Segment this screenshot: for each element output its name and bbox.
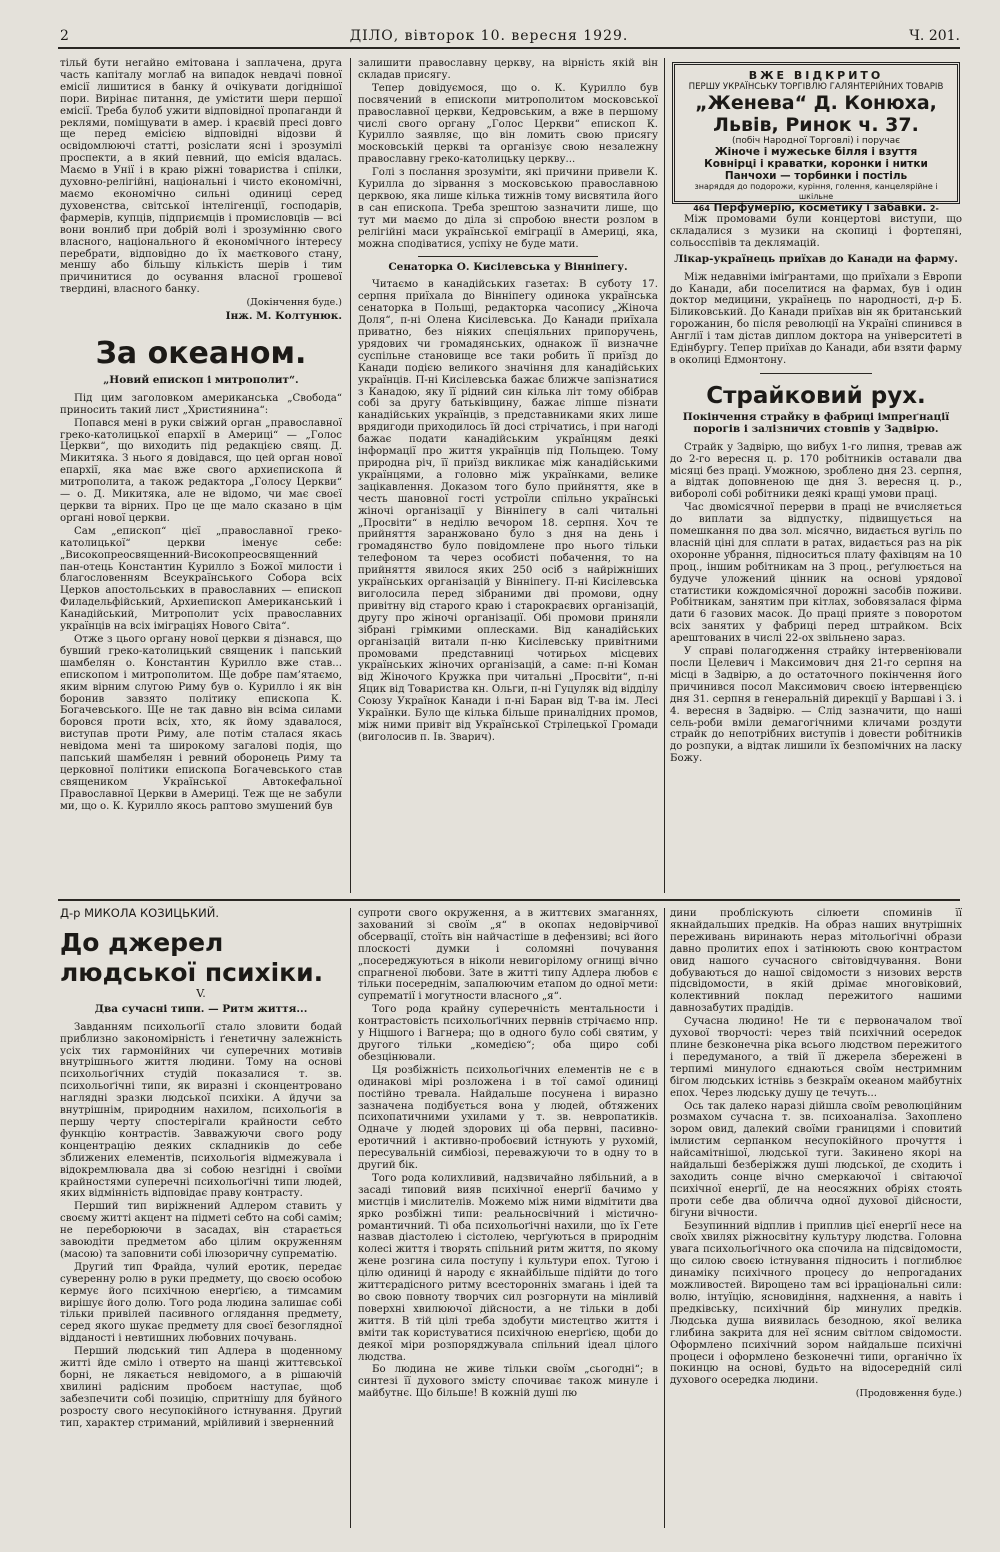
column-2 [358, 58, 658, 893]
ad-line: знаряддя до подорожи, куріння, голення, канцелярійне і шкільне [694, 182, 938, 201]
article-continuation: тільй бути негайно емітована і заплачена, друга часть капіталу моглаб на випадок невдачі повної емісії лишитися в банку й очікувати догіднішої пори. Вирінає питання, де умістити шери першої емісії. Треба булоб ужити відповідної пропаганди й реклями, поміщувати в амер. і краєвій пресі довго ще перед емісією відповідні відозви й освідомлюючі статті, розіслати ясні і зрозумілі проспекти, а в який певний, що емісія вдалась. Маємо в Унії і в краю ріжні товариства і спілки, духовно-релігійні, національні і чисто економічні, маємо економічно сильні одиниці серед духовенства, світської інтелігенції, господарів, фармерів, купців, підприємців і промисловців — всі вони вонлиб при добрій волі і зрозумінню свого власного, національного й економічного інтересу перебрати, відповідно до їх маєткового стану, меншу або більшу кількість шерів і тим причинитися до осування власної грошевої твердині, власного банку. [60, 58, 342, 296]
paragraph: Перший тип виріжнений Адлером ставить у своєму житті акцент на підметі себто на собі самім; не переборюючи в засадах, він старається завоюдіти предметом або цілим окруженням (масою) та заповнити собі ілюзоричну супрематію. [60, 1201, 342, 1260]
ad-line: Панчохи — торбинки і постіль [724, 170, 908, 182]
paragraph: Безупинний відплив і приплив цієї енерґії несе на своїх хвилях ріжносвітну культуру людства. Головна увага психольоґічного ока спочила на підсвідомости, що силою своєю істнування підносить і поглиблює динаміку психічного процесу до непрогаданих можливостей. Вирощено там всі ірраціональні сили: волю, інтуїцію, ясновидіння, надхнення, а навіть і предківську, психічний бір минулих предків. Людська душа виявилась безодною, якої велика глибина закрита для неї ясним світлом свідомости. Оформлено психічний зором найдальше психічні процеси і оформлено безконечні типи, органічно їх покинцю на основі, будьто на відосередній силі духового осередка людини. [670, 1220, 962, 1387]
page-number: 2 [60, 28, 69, 44]
paragraph: Під цим заголовком американська „Свобода“ приносить такий лист „Християнина“: [60, 392, 342, 416]
author-signature: Інж. М. Колтунюк. [225, 310, 342, 323]
advertisement-box [672, 62, 960, 214]
feuilleton-part: V. [196, 986, 206, 1000]
column-3 [670, 214, 962, 894]
ad-goods: Перфумерію, косметику і забавки. [713, 202, 927, 214]
feuilleton-column-3 [670, 908, 962, 1528]
paragraph: Того рода колихливий, надзвичайно лябільний, а в засаді типовий вияв психічної енерґії бачимо у мистців і мислителів. Можемо між ними відмітити два ярко розбіжні типи: реальносвічний і містично-романтичний. Ті оба психольоґічні нахили, що їх Гете назвав діастолею і сістолею, черґуються в природнім колесі життя і творять спільний ритм життя, по якому жене розгина сила поступу і культури епох. Тугою і цілю одиниці й народу є якнайбільше підійти до того життєрадісного ритму всесторонніх змагань і ідей та во свою повноту творчих сил розгорнути на мінливій поверхні хвилюючої дійсности, а не тільки в добі життя. В тій цілі треба здобути мистецтво життя і вміти так користуватися психічною енерґією, щоби до деякої міри розпоряджувала спільний ідеал цілого людства. [358, 1172, 658, 1363]
paragraph: Між недавніми іміґрантами, що приїхали з Европи до Канади, аби поселитися на фармах, був і один доктор медицини, українець по народності, д-р Б. Біликовський. До Канади приїхав він як британський горожанин, бо після революції на Україні спинився в Англії і там дістав диплом доктора на університеті в Едінбургу. Тепер приїхав до Канади, аби взяти фарму в околиці Едмонтону. [670, 271, 962, 366]
paragraph: Завданням психольоґії стало зловити бодай приблизно закономірність і ґенетичну залежність усіх тих гармонійних чи суперечних мотивів внутрішнього життя людини. Тому на основі психольоґічних студій показалися т. зв. психольоґічні типи, як виразні і сконцентровано наглядні зразки людської психіки. А йдучи за внутрішнім, природним нахилом, психольоґія в першу черту спостерігали крайности себто функцію контрастів. Завважуючи свого роду концентрацію деяких складників до себе зближених елементів, психольоґія відмежувала і відокремлювала два зі собою незгідні і своїми крайностями суперечні психольоґічні типи людей, яких відмінність відповідає праву контрасту. [60, 1021, 342, 1200]
column-1 [60, 58, 342, 893]
section-subtitle-strike: Покінчення страйку в фабриці імпреґнації порогів і залізничих стовпів у Задвірю. [682, 410, 950, 435]
paragraph: Страйк у Задвірю, що вибух 1-го липня, тревав аж до 2-го вересня ц. р. 170 робітників оставали два місяці без праці. Уможною, зроблено дня 23. серпня, а відтак доповненою ще дня 3. вересня ц. р., виборолі собі робітники деякі кращі умови праці. [670, 441, 962, 501]
paragraph: Тепер довідуємося, що о. К. Курилло був посвячений в епископи митрополитом московської православної церкви, Кедровським, а вже в першому числі свого органу „Голос Церкви“ епископ К. Курилло заявляє, що він ломить свою присягу московській церкві та організує свою незалежну православну греко-католицьку церкву... [358, 82, 658, 166]
paragraph: супроти свого окруження, а в життєвих змаганнях, захований зі своїм „я“ в окопах недовірчивої обсервації, стоїть він найчастіше в дефензиві; всі його плоскості думки і соломяні почування „посереджуються в ніколи невигорілому огнищі вічно спрагненої любови. Зате в житті типу Адлера любов є тільки посереднім, запалюючим етапом до одної мети: супрематії і могутности власного „я“. [358, 908, 658, 1003]
column-divider [350, 58, 351, 893]
paragraph: Читаємо в канадійських газетах: В суботу 17. серпня приїхала до Вінніпегу одинока українська сенаторка в Польщі, редакторка часопису „Жіноча Доля“, п-ні Олена Кисілевська. До Канади приїхала приватно, без ніяких спеціяльних припоручень, урядових чи громадянських, однакож її визначне суспільне становище все таки робить її приїзд до Канади подією великого значіння для канадійських українців. П-ні Кисілевська бажає ближче запізнатися з Канадою, яку її рідний син кілька літ тому обібрав собі за другу батьківщину, бажає ліпше пізнати канадійських українців, з представниками яких лише врядигоди приходилось їй досі стрічатись, і при нагоді бажає подати канадійським українцям деякі інформації про життя українців під Польщею. Тому природна річ, її приїзд викликає між канадійськими українцями, а головно між українками, велике зацікавлення. Доказом того було прийняття, яке в честь шановної гості устроїли спільно українські жіночі організації у Вінніпегу в салі читальні „Просвіти“ в неділю вечором 18. серпня. Хоч те прийняття заранжовано було з дня на день і громадянство було повідомлене про нього тільки телефоном та через особисті побачення, то на прийняття явилося яких 250 осіб з найріжніших українських організацій у Вінніпегу. П-ні Кисілевська виголосила перед зібраними дві промови, одну привітну від старого краю і старокраєвих організацій, другу про жіночі організації. Обі промови приняли зібрані грімкими оплесками. Від канадійських організацій витали п-ню Кисілевську привітними промовами представниці чотирьох місцевих українських жіночих організацій, а саме: п-ні Коман від Жіночого Кружка при читальні „Просвіти“, п-ні Яцик від Товариства кн. Ольги, п-ні Гуцуляк від відділу Союзу Українок Канади і п-ні Баран від Т-ва ім. Лесі Українки. Було ще кілька більше приналідних промов, між ними привіт від Української Стрілецької Громади (виголосив п. Ів. Зварич). [358, 279, 658, 743]
paragraph: Другий тип Фрайда, чулий еротик, передає суверенну ролю в руки предмету, що своєю особою кермує його психічною енерґією, а тимсамим вирішує його долю. Того рода людина залишає собі тільки привілей пасивного оглядання предмету, серед якого шукає предмету для своєї безоглядної відданості і невтишних любовних почувань. [60, 1261, 342, 1345]
feuilleton-title: До джерел людської психіки. [60, 927, 324, 987]
masthead: ДІЛО, вівторок 10. вересня 1929. [349, 28, 629, 44]
column-divider [350, 908, 351, 1528]
ad-line: Жіноче і мужеське білля і взуття [714, 146, 918, 158]
article-separator [418, 256, 598, 257]
feuilleton-rule [58, 899, 960, 901]
ad-run: 2- [929, 204, 939, 213]
column-divider [664, 908, 665, 1528]
ad-line: ПЕРШУ УКРАЇНСЬКУ ТОРГІВЛЮ ГАЛЯНТЕРІЙНИХ ТОВАРІВ [688, 82, 944, 92]
ad-line: (побіч Народної Торговлі) і поручає [731, 136, 901, 146]
paragraph: Того рода крайну суперечність ментальности і контрастовість психольоґічних первнів стрічаємо нпр. у Ніцшого і Вагнера; що в одного було собі святим, у другого тільки „комедією“; оба щиро собі обезцінювали. [358, 1004, 658, 1063]
continued-note: (Докінчення буде.) [246, 297, 342, 309]
feuilleton-author: Д-р МИКОЛА КОЗИЦЬКИЙ. [60, 906, 220, 920]
paragraph: Ця розбіжність психольоґічних елементів не є в одинакові мірі розложена і в тої самої одиниці постійно тревала. Найдальше посунена і виразно зазначена подібується вона у людей, обтяжених психопатичними ухилами у т. зв. невропатиків. Одначе у людей здорових ці оба первні, пасивно-еротичний і активно-пробоєвий істнують у рухомій, пересувальній симбіозі, переважуючи то в одну то в другий бік. [358, 1064, 658, 1172]
paragraph: Отже з цього органу нової церкви я дізнався, що бувший греко-католицький священик і папський шамбелян о. Константин Курилло вже став... епископом і митрополитом. Ще добре пам’ятаємо, яким вірним слугою Риму був о. Курилло і як він боронив завзято політику епископа К. Богачевського. Ще не так давно він всіма силами боровся проти всіх, хто, як йому здавалося, виступав проти Риму, але потім сталася якась невідома мені та широкому загалові подія, що папський шамбелян і ревний оборонець Риму та церковної політики епископа Богачевського став священиком Української Автокефальної Православної Церкви в Америці. Теж ще не забули ми, що о. К. Курилло якось раптово змушений був [60, 633, 342, 812]
feuilleton-subtitle: Два сучасні типи. — Ритм життя... [94, 1002, 308, 1015]
article-separator [760, 373, 872, 374]
continued-note: (Продовження буде.) [855, 1388, 962, 1400]
article-title-bishop: „Новий епископ і митрополит“. [103, 373, 299, 386]
paragraph: Сучасна людино! Не ти є первоначалом твої духової творчості: через твій психічний осередок плине безконечна ріка всього людством пережитого і передуманого, а твій її джерела збережені в терпимі минулого єднаються своїм нестримним бігом людських істнівь з безкраїм океаном майбутніх епох. Через людську душу це течуть... [670, 1016, 962, 1099]
paragraph: Ось так далеко наразі дійшла своїм революційним розмахом сучасна т. зв. психоаналіза. Захоплено зором овид, далекий своїми границями і сповитий імлистим серпанком несупокійного прочуття і найсамітнішої, людської туги. Закинено якорі на найдальші безберіжжя душі людської, де сходить і заходить сонце вічно смеркаючої і світаючої психічної енерґії, де на неосяжних обріях стоять проти себе два обличча одної духової дійсности, бігуни вічности. [670, 1100, 962, 1219]
paragraph: дини пробліскують сілюети споминів її якнайдальших предків. На образ наших внутрішніх переживань виринають нераз мітольоґічні образи давно пролитих епох і затінюють свою контрастом овид нашого сучасного світовідчування. Вони добуваються до нашої свідомости з низових верств підсвідомости, в якій дрімає многовіковий, колективний поклад пережитого нашими давнозабутих прадідів. [670, 908, 962, 1015]
paragraph: Голі з послання зрозуміти, які причини привели К. Курилла до зірвання з московською православною церквою, яка лише кілька тижнів тому висвятила його в сан епископа. Треба зрештою зазначити лише, що тут ми маємо до діла зі спробою внести розлом в релігійні маси української еміграції в Америці, яка, можна сподіватися, успіху не буде мати. [358, 167, 658, 250]
issue-number: Ч. 201. [909, 28, 960, 44]
news-title-doctor: Лікар-українець приїхав до Канади на фарму. [674, 252, 958, 265]
article-title-senator: Сенаторка О. Кисілевська у Вінніпегу. [388, 260, 628, 273]
paragraph: Попався мені в руки свіжий орган „православної греко-католицької епархії в Америці“ — „Голос Церкви“, що виходить під редакцією свящ. Д. Микитяка. З нього я довідався, що цей орган нової епархії, яка має вже свого архиєпископа й митрополита, а також редактора „Голосу Церкви“ — о. Д. Микитяка, але не відомо, чи має своєї церкви та вірних. Про це ще мало сказано в цім органі нової церкви. [60, 417, 342, 524]
ad-shop-name: „Женева“ Д. Конюха, Львів, Ринок ч. 37. [695, 92, 937, 136]
paragraph: Бо людина не живе тільки своїм „сьогодні“; в синтезі її духового змісту спочиває також минуле і майбутнє. Що більше! В кожній душі лю [358, 1364, 658, 1400]
paragraph: Між промовами були концертові виступи, що складалися з музики на скопиці і фортепяні, сольосспівів та деклямацій. [670, 214, 962, 249]
page-header [60, 26, 960, 46]
ad-number: 464 [693, 204, 710, 213]
section-title-ocean: За океаном. [95, 335, 307, 371]
paragraph: Сам „епископ“ цієї „православної греко-католицької“ церкви іменує себе: „Високопреосвященний-Високопреосвященний пан-отець Константин Курилло з Божої милости і благословенням Всеукраїнського Собора всіх Церков апостольських в православних — епископ Филадельфійський, Архиепископ Американський і Канадійський, Митрополит усіх православних українців на всіх іміграціях Нового Світа“. [60, 525, 342, 633]
feuilleton-column-1 [60, 908, 342, 1528]
column-divider [664, 58, 665, 893]
paragraph: Перший людський тип Адлера в щоденному житті йде сміло і отверто на шанці життєвської борні, не лякається невідомого, а в рішаючій хвилині радісним пробоєм наступає, щоб забезпечити собі позицію, спритнішу для буйного розросту свого несупокійного істнування. Другий тип, характер стриманий, мрійливий і зверненний [60, 1346, 342, 1429]
paragraph: Час двомісячної перерви в праці не вчисляється до виплати за відпустку, підвищується на помешкання по два зол. місячно, видається вугіль по власній ціні для сплати в ратах, видається раз на рік охоронне убрання, підноситься плату фахівцям на 10 проц., іншим робітникам на 3 проц., реґулюється на будуче уложений цінник на основі урядової статистики кождомісячної дорожні засобів поживи. Робітникам, занятим при кітлах, зобовязалася фірма дати 6 газових масок. До праці прияте з поворотом всіх занятих у фабриці перед штрайком. Всіх арештованих в числі 22-ох звільнено зараз. [670, 502, 962, 645]
ad-line [681, 202, 951, 214]
paragraph: залишити православну церкву, на вірність якій він складав присягу. [358, 58, 658, 81]
ad-line: ВЖЕ ВІДКРИТО [748, 69, 884, 82]
header-rule [58, 47, 960, 49]
ad-line: Ковнірці і краватки, коронки і нитки [704, 158, 928, 170]
feuilleton-column-2 [358, 908, 658, 1528]
section-title-strike: Страйковий рух. [706, 382, 926, 409]
paragraph: У справі полагодження страйку інтервеніювали посли Целевич і Максимович дня 21-го серпня на місці в Задвірю, а до остаточного покінчення його причинився посол Максимович своєю інтервенцією дня 31. серпня в генеральній дирекції у Варшаві і 3. і 4. вересня в Задвірю. — Слід зазначити, що наші сель-роби вміли демагогічними кличами роздути страйк до непотрібних виступів і довести робітників до розпуки, а відтак лишили їх безпомічних на ласку Божу. [670, 646, 962, 765]
